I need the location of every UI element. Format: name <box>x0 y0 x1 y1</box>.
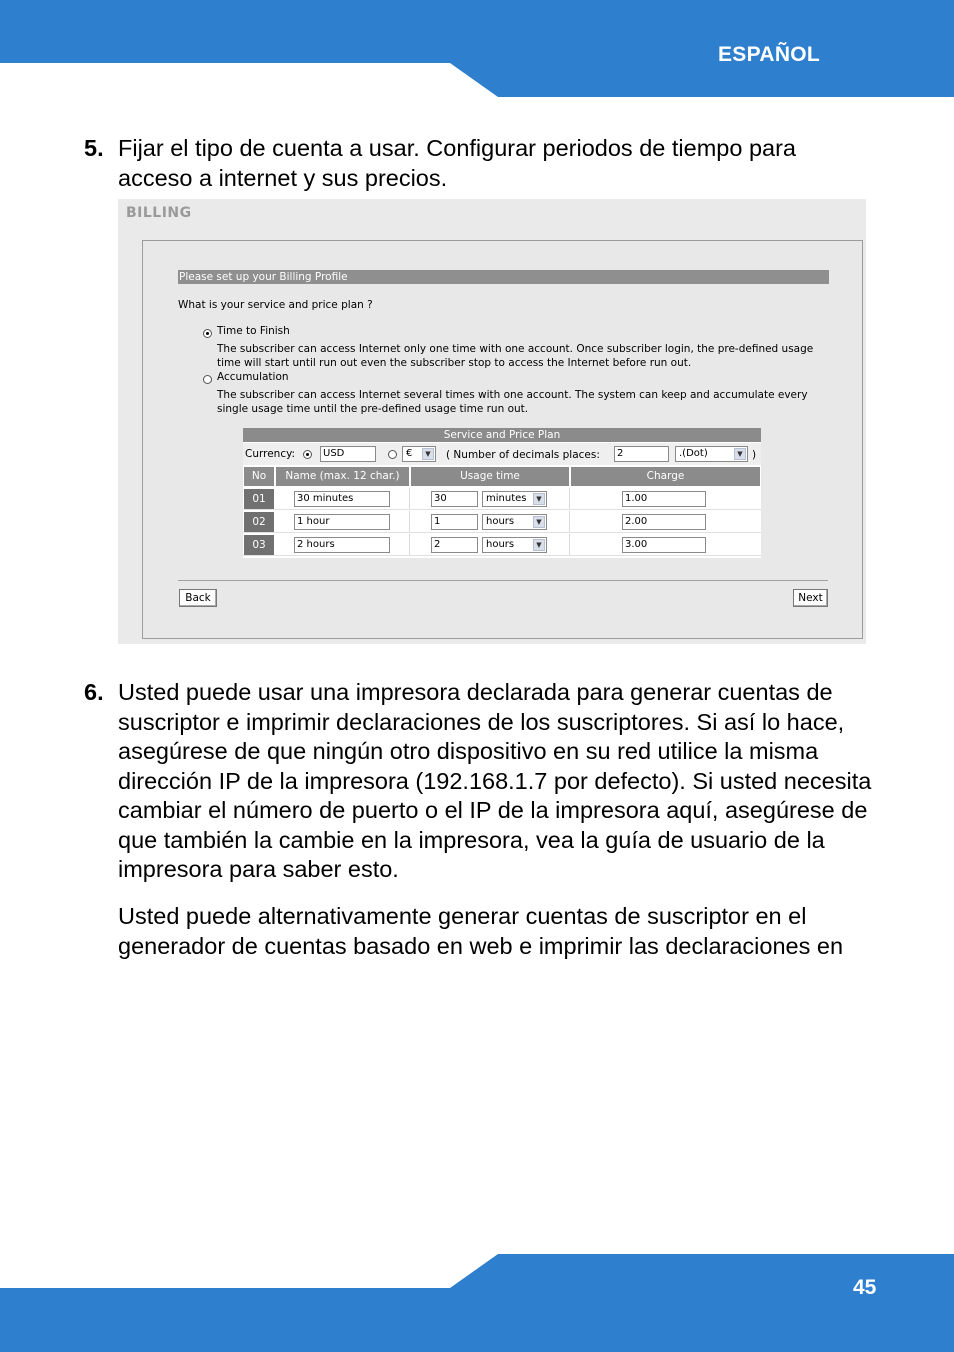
currency-input[interactable]: USD <box>320 446 376 462</box>
chevron-down-icon: ▼ <box>533 493 545 505</box>
divider <box>569 534 570 555</box>
plan-row <box>243 488 761 510</box>
price-plan-title: Service and Price Plan <box>243 428 761 442</box>
currency-symbol-value: € <box>406 448 413 459</box>
row-number: 01 <box>244 489 274 509</box>
name-input[interactable]: 1 hour <box>294 514 390 530</box>
decimals-label: ( Number of decimals places: <box>446 449 600 461</box>
header-charge: Charge <box>571 467 760 486</box>
step-text: Fijar el tipo de cuenta a usar. Configurar periodos de tiempo para acceso a internet y sus precios. <box>118 135 796 191</box>
decimal-separator-value: .(Dot) <box>679 448 708 459</box>
back-button[interactable]: Back <box>179 589 217 607</box>
unit-value: hours <box>486 539 515 550</box>
currency-symbol-select[interactable] <box>402 446 436 462</box>
header-name: Name (max. 12 char.) <box>276 467 409 486</box>
accumulation-description: The subscriber can access Internet several times with one account. The system can keep and accumulate every single usage time until the pre-defined usage time run out. <box>217 389 808 415</box>
currency-text-radio[interactable] <box>303 450 312 459</box>
header-no: No <box>244 467 274 486</box>
chevron-down-icon: ▼ <box>734 448 746 460</box>
next-button[interactable]: Next <box>793 589 828 607</box>
charge-input[interactable]: 3.00 <box>622 537 706 553</box>
step-text: Usted puede usar una impresora declarada para generar cuentas de suscriptor e imprimir declaraciones de los suscriptores. Si así lo hace, asegúrese de que ningún otro dispositivo en su red utilice la misma dirección IP de la impresora (192.168.1.7 por defecto). Si usted necesita cambiar el número de puerto o el IP de la impresora aquí, asegúrese de que también la cambie en la impresora, vea la guía de usuario de la impresora para saber esto. <box>118 679 872 882</box>
time-input[interactable]: 30 <box>431 491 478 507</box>
profile-heading: Please set up your Billing Profile <box>178 270 829 284</box>
separator <box>178 580 828 581</box>
step-6 <box>84 678 888 885</box>
name-input[interactable]: 2 hours <box>294 537 390 553</box>
chevron-down-icon: ▼ <box>533 516 545 528</box>
time-to-finish-label: Time to Finish <box>217 325 290 337</box>
unit-select[interactable] <box>482 514 547 530</box>
accumulation-radio[interactable] <box>203 375 212 384</box>
time-to-finish-radio[interactable] <box>203 329 212 338</box>
chevron-down-icon: ▼ <box>422 448 434 460</box>
plan-question: What is your service and price plan ? <box>178 299 373 311</box>
unit-select[interactable] <box>482 537 547 553</box>
step-number: 6. <box>84 679 104 705</box>
plan-row <box>243 511 761 533</box>
divider <box>409 488 410 509</box>
billing-panel <box>142 240 863 639</box>
divider <box>409 534 410 555</box>
currency-row <box>243 443 761 465</box>
name-input[interactable]: 30 minutes <box>294 491 390 507</box>
time-input[interactable]: 1 <box>431 514 478 530</box>
unit-value: hours <box>486 516 515 527</box>
price-plan-table <box>243 428 761 558</box>
currency-label: Currency: <box>245 448 296 460</box>
plan-row <box>243 534 761 556</box>
billing-screenshot <box>118 199 866 644</box>
language-label: ESPAÑOL <box>718 43 821 66</box>
time-input[interactable]: 2 <box>431 537 478 553</box>
divider <box>409 511 410 532</box>
close-paren: ) <box>752 449 757 461</box>
row-number: 02 <box>244 512 274 532</box>
time-to-finish-description: The subscriber can access Internet only one time with one account. Once subscriber login, the pre-defined usage time will start until run out even the subscriber stop to access the Internet before run out. <box>217 343 814 369</box>
chevron-down-icon: ▼ <box>533 539 545 551</box>
body-paragraph: Usted puede alternativamente generar cuentas de suscriptor en el generador de cuentas basado en web e imprimir las declaraciones en <box>118 903 844 959</box>
decimal-separator-select[interactable] <box>675 446 748 462</box>
header-usage-time: Usage time <box>411 467 569 486</box>
unit-value: minutes <box>486 493 527 504</box>
currency-symbol-radio[interactable] <box>388 450 397 459</box>
divider <box>569 511 570 532</box>
divider <box>569 488 570 509</box>
footer-band <box>0 1252 954 1352</box>
page-number: 45 <box>853 1276 877 1299</box>
row-number: 03 <box>244 535 274 555</box>
step-5 <box>84 134 858 193</box>
decimals-input[interactable]: 2 <box>614 446 669 462</box>
billing-title: BILLING <box>126 205 192 221</box>
charge-input[interactable]: 1.00 <box>622 491 706 507</box>
charge-input[interactable]: 2.00 <box>622 514 706 530</box>
step-number: 5. <box>84 135 104 161</box>
unit-select[interactable] <box>482 491 547 507</box>
accumulation-label: Accumulation <box>217 371 289 383</box>
